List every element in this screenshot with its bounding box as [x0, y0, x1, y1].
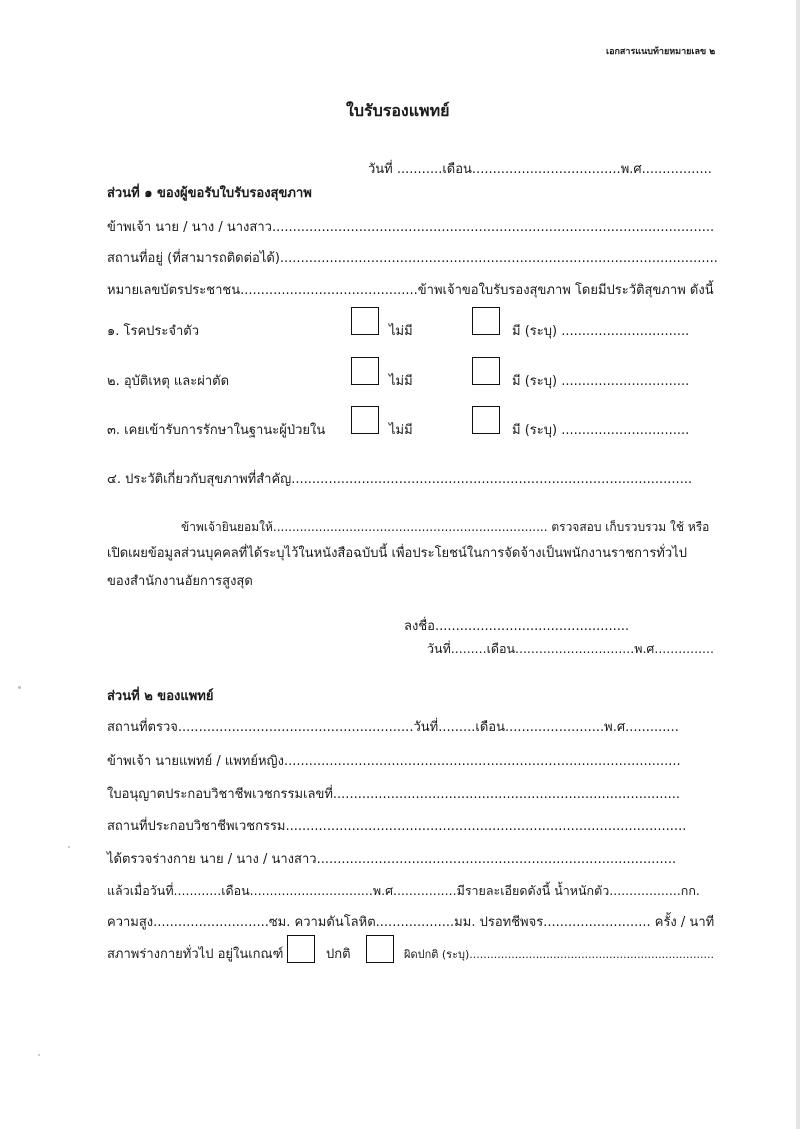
address-line: สถานที่อยู่ (ที่สามารถติดต่อได้)..........................................................................................................: [107, 251, 718, 266]
scan-speck: [68, 846, 70, 848]
scan-edge: [796, 0, 800, 1129]
item1-has-label: มี (ระบุ) ...............................: [512, 324, 690, 339]
item3-has-label: มี (ระบุ) ...............................: [512, 423, 690, 438]
id-line: หมายเลขบัตรประชาชน...........................................ข้าพเจ้าขอใบรับรองสุขภาพ โดยมีประวัติสุขภาพ ดังนี้: [107, 283, 714, 298]
item2-none-label: ไม่มี: [389, 374, 413, 389]
date-line: วันที่ ...........เดือน....................................พ.ศ.................: [368, 162, 712, 177]
height-pressure-line: ความสูง............................ซม. ความดันโลหิต...................มม. ปรอทชีพจร.......................... ครั้ง / นาที: [107, 915, 715, 930]
item3-has-checkbox[interactable]: [472, 406, 500, 434]
consent-line-3: ของสำนักงานอัยการสูงสุด: [107, 574, 253, 589]
license-line: ใบอนุญาตประกอบวิชาชีพเวชกรรมเลขที่....................................................................................: [107, 787, 681, 802]
exam-place-line: สถานที่ตรวจ.........................................................วันที่.........เดือน........................พ.ศ.............: [107, 720, 679, 735]
name-line: ข้าพเจ้า นาย / นาง / นางสาว...........................................................................................................: [107, 220, 715, 235]
examined-person-line: ได้ตรวจร่างกาย นาย / นาง / นางสาว.......................................................................................: [107, 852, 677, 867]
item2-none-checkbox[interactable]: [351, 357, 379, 385]
condition-abnormal-label: ผิดปกติ (ระบุ)......................................................................: [404, 948, 715, 961]
item3-label: ๓. เคยเข้ารับการรักษาในฐานะผู้ป่วยใน: [107, 423, 326, 438]
document-title: ใบรับรองแพทย์: [346, 101, 450, 120]
practice-place-line: สถานที่ประกอบวิชาชีพเวชกรรม.................................................................................................: [107, 819, 687, 834]
condition-normal-label: ปกติ: [326, 947, 351, 962]
scan-speck: [18, 686, 21, 689]
item2-has-label: มี (ระบุ) ...............................: [512, 374, 690, 389]
item3-none-checkbox[interactable]: [351, 406, 379, 434]
signature-date-line: วันที่.........เดือน..............................พ.ศ...............: [427, 641, 714, 656]
item2-has-checkbox[interactable]: [472, 357, 500, 385]
part2-heading: ส่วนที่ ๒ ของแพทย์: [107, 689, 214, 704]
item2-label: ๒. อุบัติเหตุ และผ่าตัด: [107, 374, 230, 389]
condition-abnormal-checkbox[interactable]: [366, 935, 394, 963]
consent-line-2: เปิดเผยข้อมูลส่วนบุคคลที่ได้ระบุไว้ในหนังสือฉบับนี้ เพื่อประโยชน์ในการจัดจ้างเป็นพนักงานราชการทั่วไป: [107, 546, 687, 561]
item3-none-label: ไม่มี: [389, 423, 413, 438]
item1-none-checkbox[interactable]: [351, 307, 379, 335]
item1-label: ๑. โรคประจำตัว: [107, 324, 200, 339]
condition-label: สภาพร่างกายทั่วไป อยู่ในเกณฑ์: [107, 947, 284, 962]
scan-speck: [38, 1054, 40, 1056]
signature-line: ลงชื่อ...............................................: [404, 619, 630, 634]
doctor-line: ข้าพเจ้า นายแพทย์ / แพทย์หญิง................................................................................................: [107, 754, 681, 769]
part1-heading: ส่วนที่ ๑ ของผู้ขอรับใบรับรองสุขภาพ: [107, 186, 312, 201]
condition-normal-checkbox[interactable]: [287, 935, 315, 963]
document-reference: เอกสารแนบท้ายหมายเลข ๒: [606, 47, 716, 57]
history-line: ๔. ประวัติเกี่ยวกับสุขภาพที่สำคัญ.................................................................................................: [107, 472, 693, 487]
exam-date-weight-line: แล้วเมื่อวันที่............เดือน...............................พ.ศ................มีรายละเอียดดังนี้ น้ำหนักตัว..................กก.: [107, 883, 700, 898]
item1-has-checkbox[interactable]: [472, 307, 500, 335]
consent-line-1: ข้าพเจ้ายินยอมให้........................................................................ ตรวจสอบ เก็บรวบรวม ใช้ หรือ: [181, 520, 710, 534]
item1-none-label: ไม่มี: [389, 324, 413, 339]
